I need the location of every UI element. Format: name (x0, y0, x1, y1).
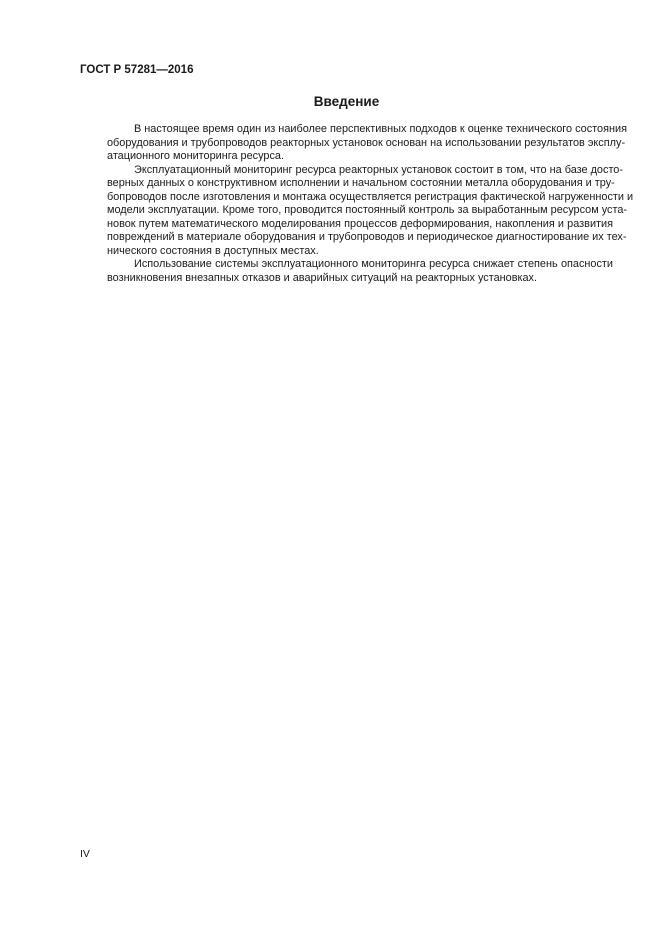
text-line: нического состояния в доступных местах. (107, 244, 319, 257)
paragraph-1 (80, 123, 627, 164)
text-line: возникновения внезапных отказов и аварийных ситуаций на реакторных установках. (107, 271, 538, 284)
text-line: новок путем математического моделирования процессов деформирования, накопления и развития (107, 217, 613, 230)
text-line: Эксплуатационный мониторинг ресурса реакторных установок состоит в том, что на базе досто- (134, 163, 623, 176)
document-standard-id: ГОСТ Р 57281—2016 (80, 64, 194, 76)
text-line: атационного мониторинга ресурса. (107, 150, 285, 162)
text-line: повреждений в материале оборудования и трубопроводов и периодическое диагностирование их тех- (107, 231, 627, 243)
text-line: бопроводов после изготовления и монтажа осуществляется регистрация фактической нагруженности и (107, 190, 634, 203)
text-line: Использование системы эксплуатационного мониторинга ресурса снижает степень опасности (134, 258, 613, 270)
text-line: модели эксплуатации. Кроме того, проводится постоянный контроль за выработанным ресурсом уста- (107, 204, 628, 216)
page-number: IV (80, 848, 90, 860)
paragraph-2 (80, 163, 634, 259)
document-body (80, 123, 634, 285)
text-line: верных данных о конструктивном исполнении и начальном состоянии металла оборудования и тру- (107, 177, 615, 189)
paragraph-3 (80, 258, 613, 285)
text-line: В настоящее время один из наиболее перспективных подходов к оценке технического состояния (134, 123, 627, 135)
text-line: оборудования и трубопроводов реакторных установок основан на использовании результатов эксплу- (107, 136, 626, 149)
section-title: Введение (313, 94, 380, 109)
